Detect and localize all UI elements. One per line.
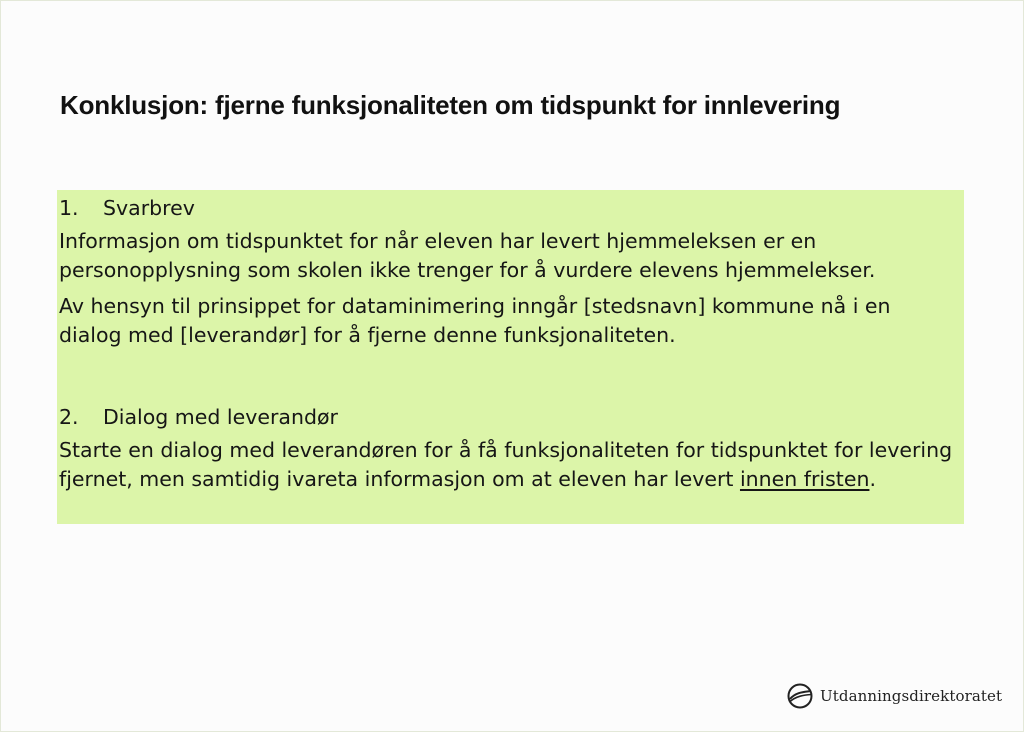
paragraph-text: Starte en dialog med leverandøren for å få funksjonaliteten for tidspunktet for levering fjernet, men samtidig ivareta informasjon om at eleven har levert [59, 438, 953, 491]
section-number: 2. [59, 405, 79, 429]
udir-logo-icon [786, 682, 814, 710]
slide-title: Konklusjon: fjerne funksjonaliteten om tidspunkt for innlevering [60, 90, 841, 120]
section-heading-text: Dialog med leverandør [103, 405, 338, 429]
section-heading-text: Svarbrev [103, 196, 195, 220]
deadline-link[interactable]: innen fristen [739, 467, 870, 491]
logo-text: Utdanningsdirektoratet [820, 687, 1003, 705]
paragraph: Informasjon om tidspunktet for når eleven har levert hjemmeleksen er en personopplysning som skolen ikke trenger for å vurdere elevens hjemmelekser. [59, 229, 876, 282]
section-dialog [59, 403, 958, 494]
content-box [57, 190, 964, 524]
paragraph: Av hensyn til prinsippet for dataminimering inngår [stedsnavn] kommune nå i en dialog med [leverandør] for å fjerne denne funksjonaliteten. [59, 294, 891, 347]
section-svarbrev [59, 194, 958, 350]
section-number: 1. [59, 196, 79, 220]
udir-logo [786, 682, 1002, 710]
paragraph-end: . [869, 467, 876, 491]
section-heading [59, 194, 958, 223]
section-heading [59, 403, 958, 432]
paragraph [59, 436, 958, 494]
